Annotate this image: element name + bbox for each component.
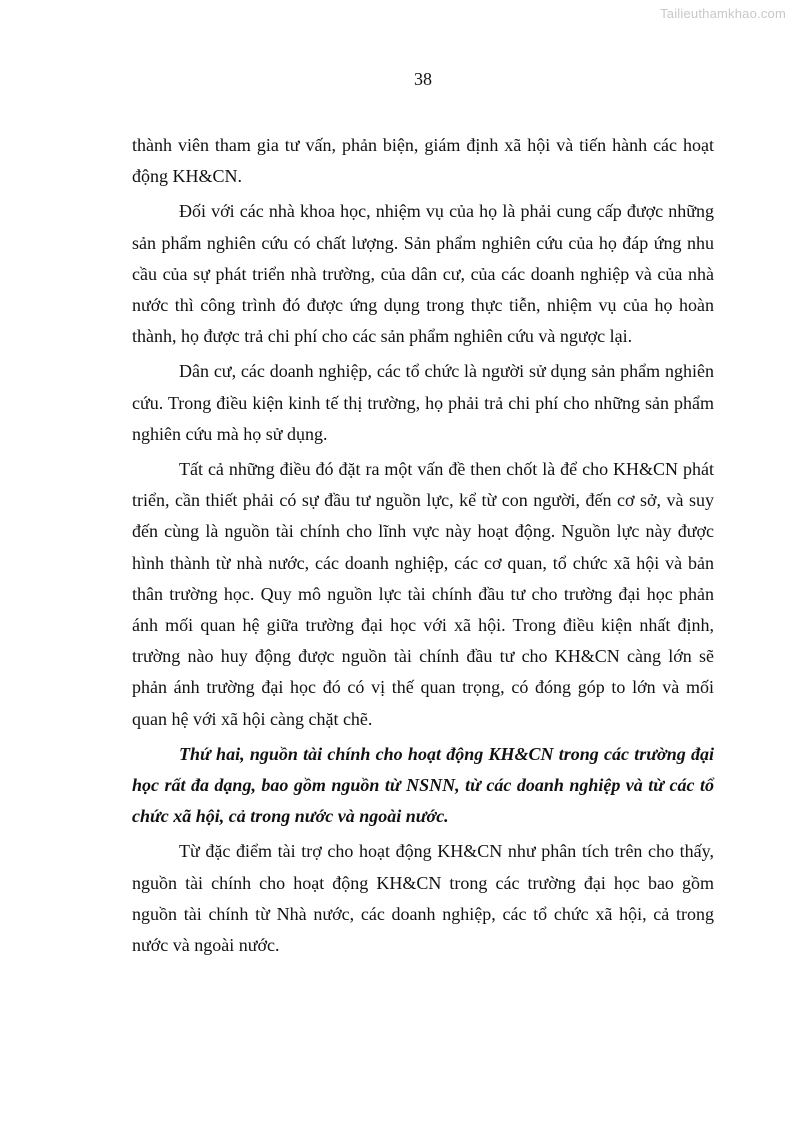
- watermark-text: Tailieuthamkhao.com: [660, 6, 786, 21]
- document-body: [132, 130, 714, 965]
- paragraph-continuation: thành viên tham gia tư vấn, phản biện, giám định xã hội và tiến hành các hoạt động KH&CN.: [132, 135, 714, 187]
- paragraph-residents: Dân cư, các doanh nghiệp, các tổ chức là người sử dụng sản phẩm nghiên cứu. Trong điều kiện kinh tế thị trường, họ phải trả chi phí cho những sản phẩm nghiên cứu mà họ sử dụng.: [132, 361, 714, 444]
- paragraph-scientists: Đối với các nhà khoa học, nhiệm vụ của họ là phải cung cấp được những sản phẩm nghiên cứu có chất lượng. Sản phẩm nghiên cứu của họ đáp ứng nhu cầu của sự phát triển nhà trường, của dân cư, của các doanh nghiệp và của nhà nước thì công trình đó được ứng dụng trong thực tiễn, nhiệm vụ của họ hoàn thành, họ được trả chi phí cho các sản phẩm nghiên cứu và ngược lại.: [132, 201, 714, 347]
- page-number: 38: [414, 69, 432, 89]
- paragraph-funding-sources: Từ đặc điểm tài trợ cho hoạt động KH&CN như phân tích trên cho thấy, nguồn tài chính cho hoạt động KH&CN trong các trường đại học bao gồm nguồn tài chính từ Nhà nước, các doanh nghiệp, các tổ chức xã hội, cả trong nước và ngoài nước.: [132, 841, 714, 956]
- paragraph-second-point-heading: Thứ hai, nguồn tài chính cho hoạt động KH&CN trong các trường đại học rất đa dạng, bao gồm nguồn từ NSNN, từ các doanh nghiệp và từ các tổ chức xã hội, cả trong nước và ngoài nước.: [132, 743, 714, 827]
- paragraph-investment: Tất cả những điều đó đặt ra một vấn đề then chốt là để cho KH&CN phát triển, cần thiết phải có sự đầu tư nguồn lực, kể từ con người, đến cơ sở, và suy đến cùng là nguồn tài chính cho lĩnh vực này hoạt động. Nguồn lực này được hình thành từ nhà nước, các doanh nghiệp, các cơ quan, tổ chức xã hội và bản thân trường học. Quy mô nguồn lực tài chính đầu tư cho trường đại học phản ánh mối quan hệ giữa trường đại học với xã hội. Trong điều kiện nhất định, trường nào huy động được nguồn tài chính đầu tư cho KH&CN càng lớn sẽ phản ánh trường đại học đó có vị thế quan trọng, có đóng góp to lớn và mối quan hệ với xã hội càng chặt chẽ.: [132, 459, 714, 729]
